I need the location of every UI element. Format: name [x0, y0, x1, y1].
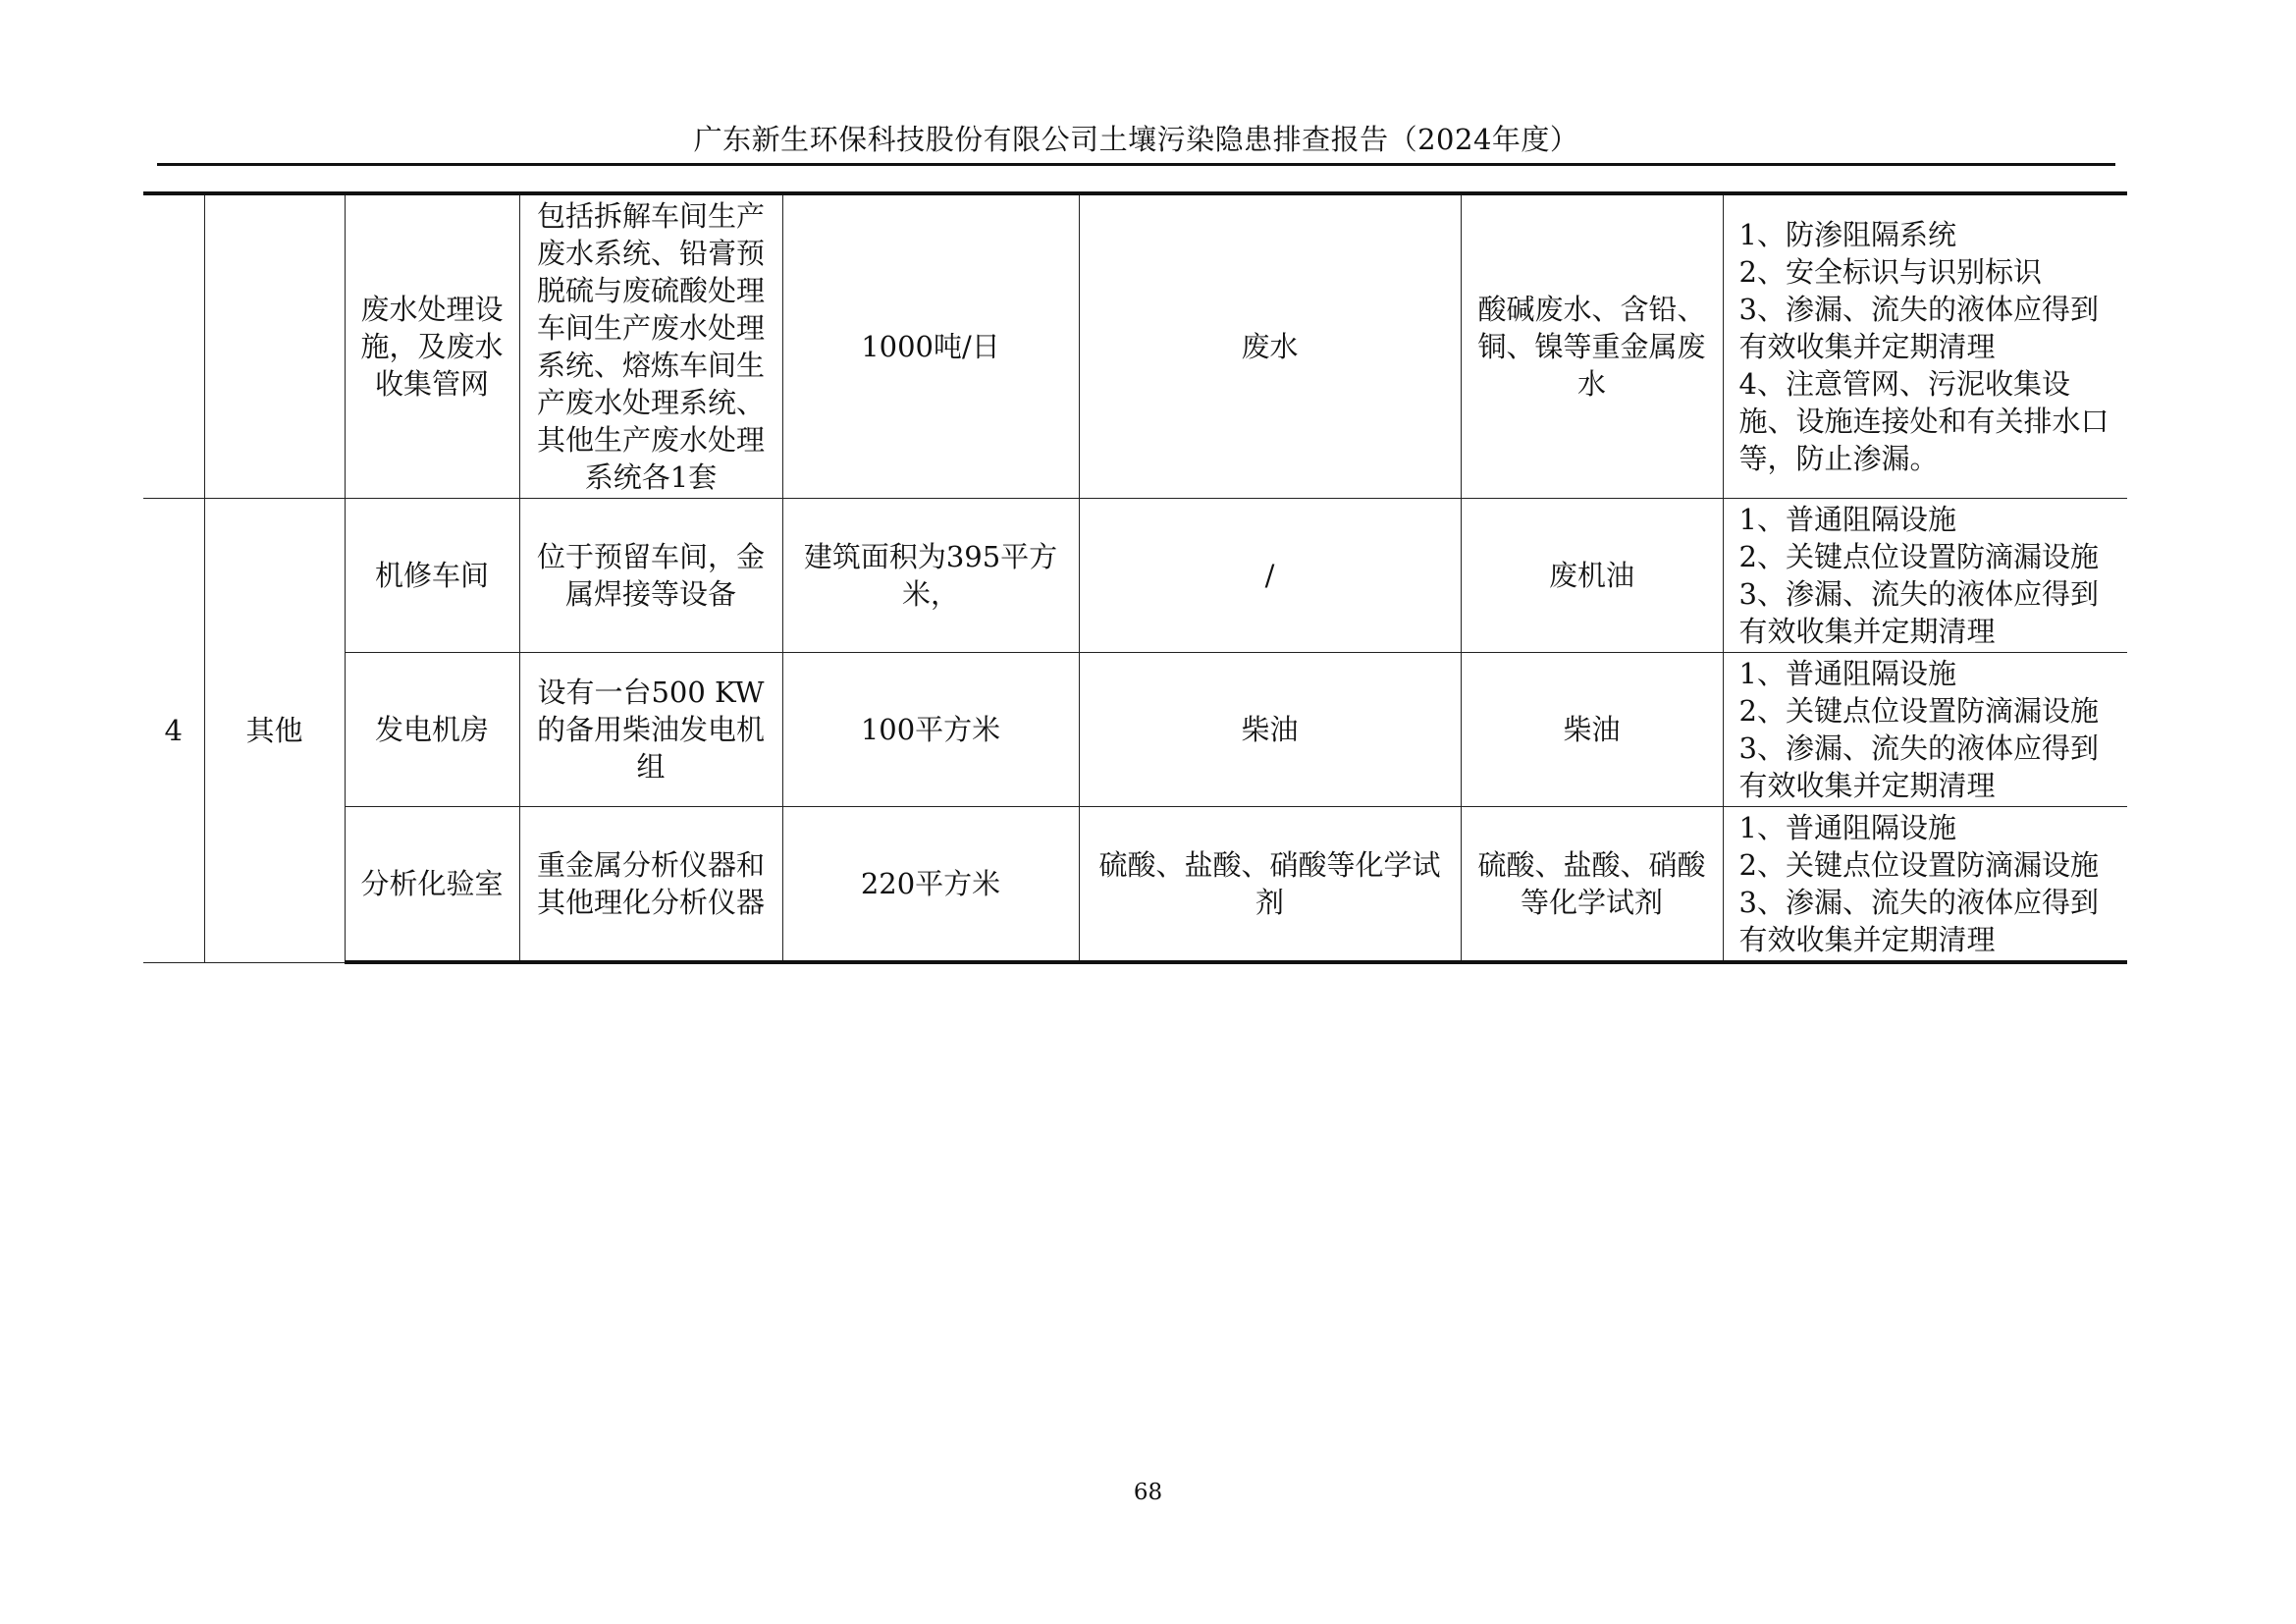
measure-line: 2、安全标识与识别标识: [1738, 255, 2042, 289]
facility-table-wrapper: [143, 191, 2127, 964]
materials-cell: 硫酸、盐酸、硝酸等化学试剂: [1079, 807, 1461, 963]
measure-line: 1、普通阻隔设施: [1738, 811, 1956, 844]
measure-line: 3、渗漏、流失的液体应得到有效收集并定期清理: [1738, 293, 2099, 363]
measure-line: 1、普通阻隔设施: [1738, 657, 1956, 690]
measure-line: 4、注意管网、污泥收集设施、设施连接处和有关排水口等，防止渗漏。: [1738, 367, 2109, 475]
materials-cell: 柴油: [1079, 653, 1461, 807]
measure-line: 1、普通阻隔设施: [1738, 503, 1956, 536]
facility-description-cell: 重金属分析仪器和其他理化分析仪器: [519, 807, 782, 963]
measures-cell: [1723, 499, 2127, 653]
table-row: [143, 193, 2127, 499]
measure-line: 2、关键点位设置防滴漏设施: [1738, 540, 2099, 573]
measures-cell: [1723, 807, 2127, 963]
measures-cell: [1723, 193, 2127, 499]
measure-line: 3、渗漏、流失的液体应得到有效收集并定期清理: [1738, 731, 2099, 802]
group-number-cell: 4: [143, 499, 204, 963]
facility-name-cell: 发电机房: [345, 653, 519, 807]
facility-scale-cell: 建筑面积为395平方米，: [782, 499, 1079, 653]
number-cell-empty: [143, 193, 204, 499]
page-number: 68: [1133, 1480, 1163, 1505]
facility-scale-cell: 220平方米: [782, 807, 1079, 963]
materials-cell: /: [1079, 499, 1461, 653]
materials-cell: 废水: [1079, 193, 1461, 499]
facility-name-cell: 机修车间: [345, 499, 519, 653]
table-row: [143, 807, 2127, 963]
facility-scale-cell: 100平方米: [782, 653, 1079, 807]
measures-cell: [1723, 653, 2127, 807]
pollutants-cell: 柴油: [1461, 653, 1723, 807]
page-header-title: 广东新生环保科技股份有限公司土壤污染隐患排查报告（2024年度）: [693, 123, 1579, 156]
facility-description-cell: 设有一台500 KW的备用柴油发电机组: [519, 653, 782, 807]
measure-line: 3、渗漏、流失的液体应得到有效收集并定期清理: [1738, 577, 2099, 648]
category-cell-empty: [204, 193, 345, 499]
facility-table: [143, 191, 2127, 964]
measure-line: 1、防渗阻隔系统: [1738, 218, 1956, 251]
facility-name-cell: 废水处理设施，及废水收集管网: [345, 193, 519, 499]
facility-name-cell: 分析化验室: [345, 807, 519, 963]
pollutants-cell: 酸碱废水、含铅、铜、镍等重金属废水: [1461, 193, 1723, 499]
measure-line: 3、渗漏、流失的液体应得到有效收集并定期清理: [1738, 886, 2099, 956]
measure-line: 2、关键点位设置防滴漏设施: [1738, 694, 2099, 728]
header-rule: [157, 163, 2115, 166]
group-category-cell: 其他: [204, 499, 345, 963]
measure-line: 2、关键点位设置防滴漏设施: [1738, 848, 2099, 882]
pollutants-cell: 硫酸、盐酸、硝酸等化学试剂: [1461, 807, 1723, 963]
facility-description-cell: 包括拆解车间生产废水系统、铅膏预脱硫与废硫酸处理车间生产废水处理系统、熔炼车间生产废水处理系统、其他生产废水处理系统各1套: [519, 193, 782, 499]
table-row: [143, 499, 2127, 653]
facility-scale-cell: 1000吨/日: [782, 193, 1079, 499]
facility-description-cell: 位于预留车间，金属焊接等设备: [519, 499, 782, 653]
table-row: [143, 653, 2127, 807]
pollutants-cell: 废机油: [1461, 499, 1723, 653]
